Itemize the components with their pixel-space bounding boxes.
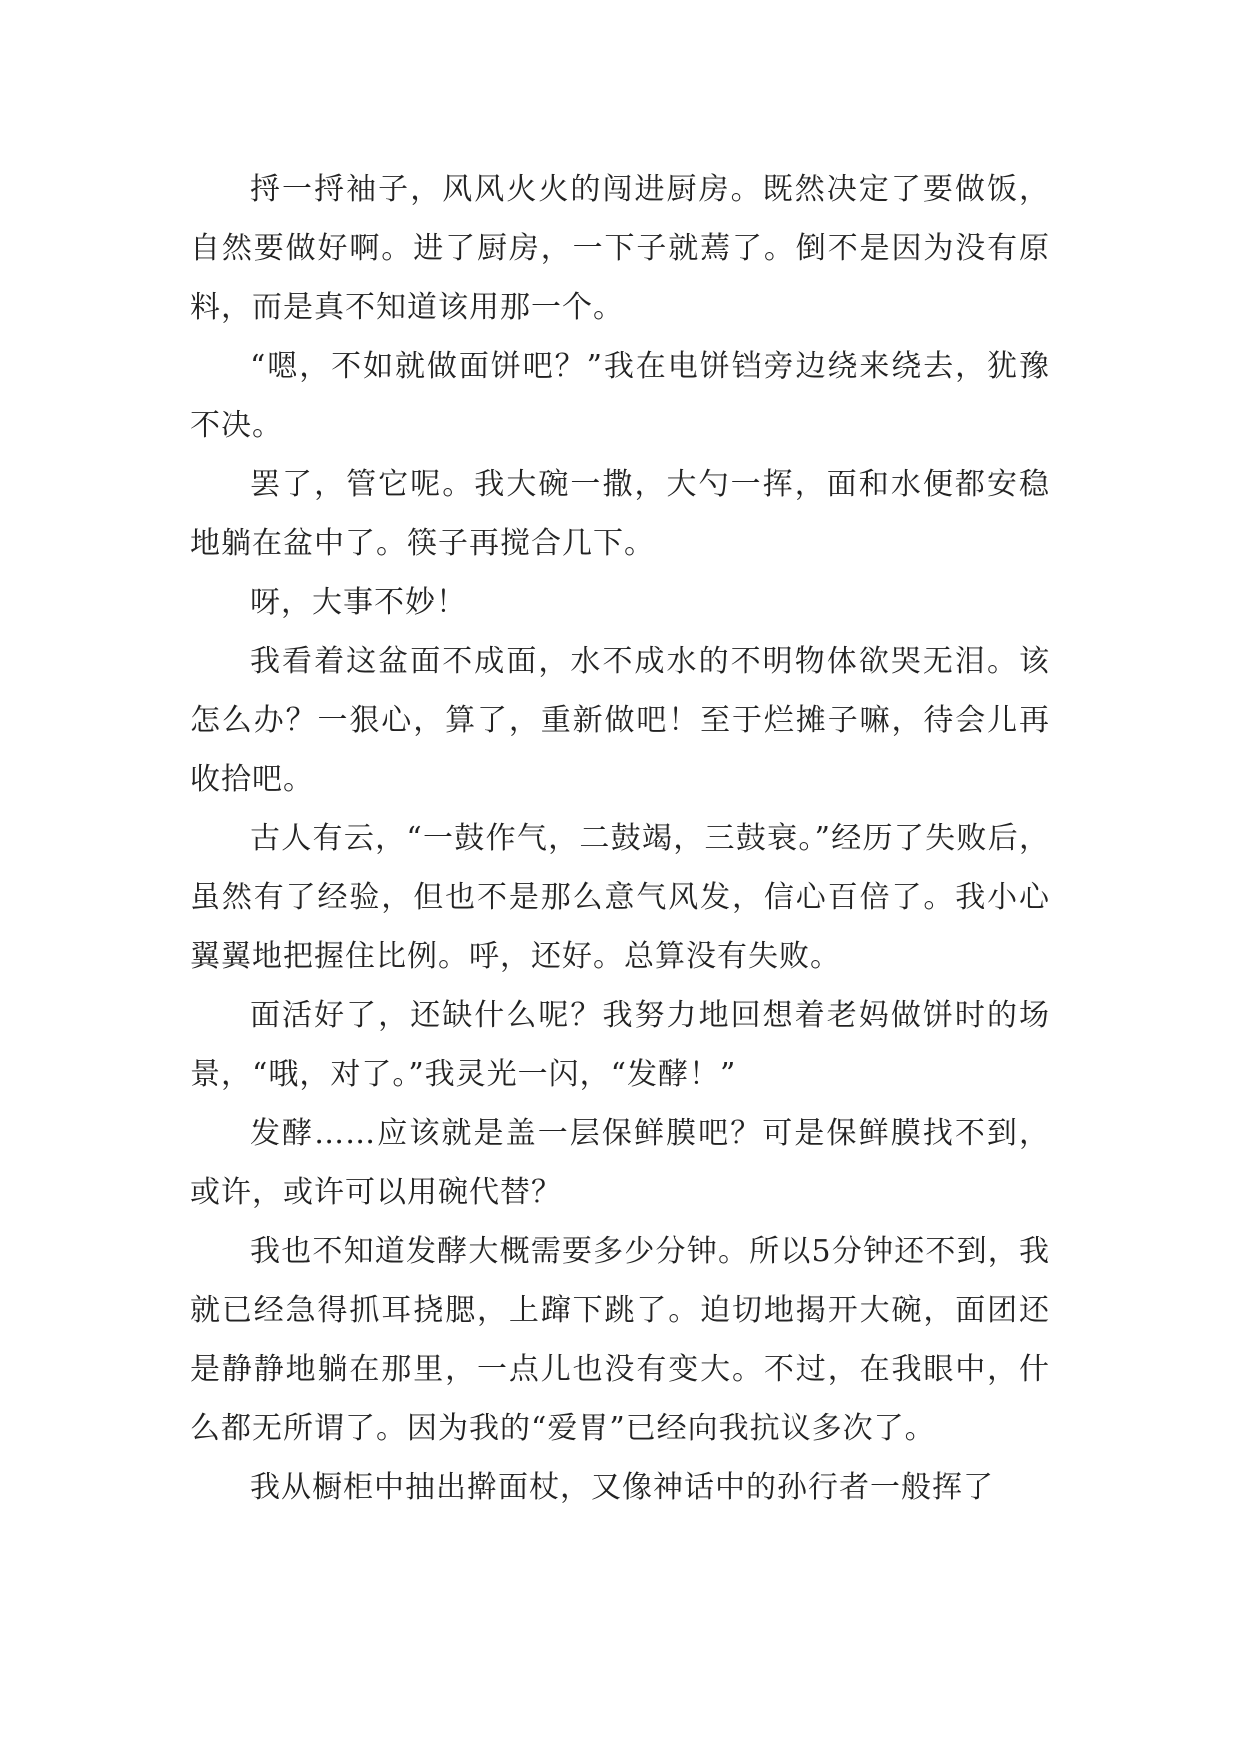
paragraph: 我看着这盆面不成面，水不成水的不明物体欲哭无泪。该怎么办？一狠心，算了，重新做吧！至于烂摊子嘛，待会儿再收拾吧。 (190, 644, 1050, 797)
paragraph: 我也不知道发酵大概需要多少分钟。所以5分钟还不到，我就已经急得抓耳挠腮，上蹿下跳了。迫切地揭开大碗，面团还是静静地躺在那里，一点儿也没有变大。不过，在我眼中，什么都无所谓了。因为我的“爱胃”已经向我抗议多次了。 (190, 1234, 1050, 1446)
paragraph: “嗯，不如就做面饼吧？”我在电饼铛旁边绕来绕去，犹豫不决。 (190, 349, 1050, 443)
paragraph: 罢了，管它呢。我大碗一撒，大勺一挥，面和水便都安稳地躺在盆中了。筷子再搅合几下。 (190, 467, 1050, 561)
document-body (190, 160, 1050, 1517)
paragraph: 发酵……应该就是盖一层保鲜膜吧？可是保鲜膜找不到，或许，或许可以用碗代替？ (190, 1116, 1050, 1210)
paragraph: 古人有云，“一鼓作气，二鼓竭，三鼓衰。”经历了失败后，虽然有了经验，但也不是那么意气风发，信心百倍了。我小心翼翼地把握住比例。呼，还好。总算没有失败。 (190, 821, 1050, 974)
paragraph: 面活好了，还缺什么呢？我努力地回想着老妈做饼时的场景，“哦，对了。”我灵光一闪，“发酵！” (190, 998, 1050, 1092)
paragraph: 我从橱柜中抽出擀面杖，又像神话中的孙行者一般挥了 (250, 1470, 994, 1505)
paragraph: 呀，大事不妙！ (250, 585, 467, 620)
paragraph: 捋一捋袖子，风风火火的闯进厨房。既然决定了要做饭，自然要做好啊。进了厨房，一下子就蔫了。倒不是因为没有原料，而是真不知道该用那一个。 (190, 172, 1050, 325)
